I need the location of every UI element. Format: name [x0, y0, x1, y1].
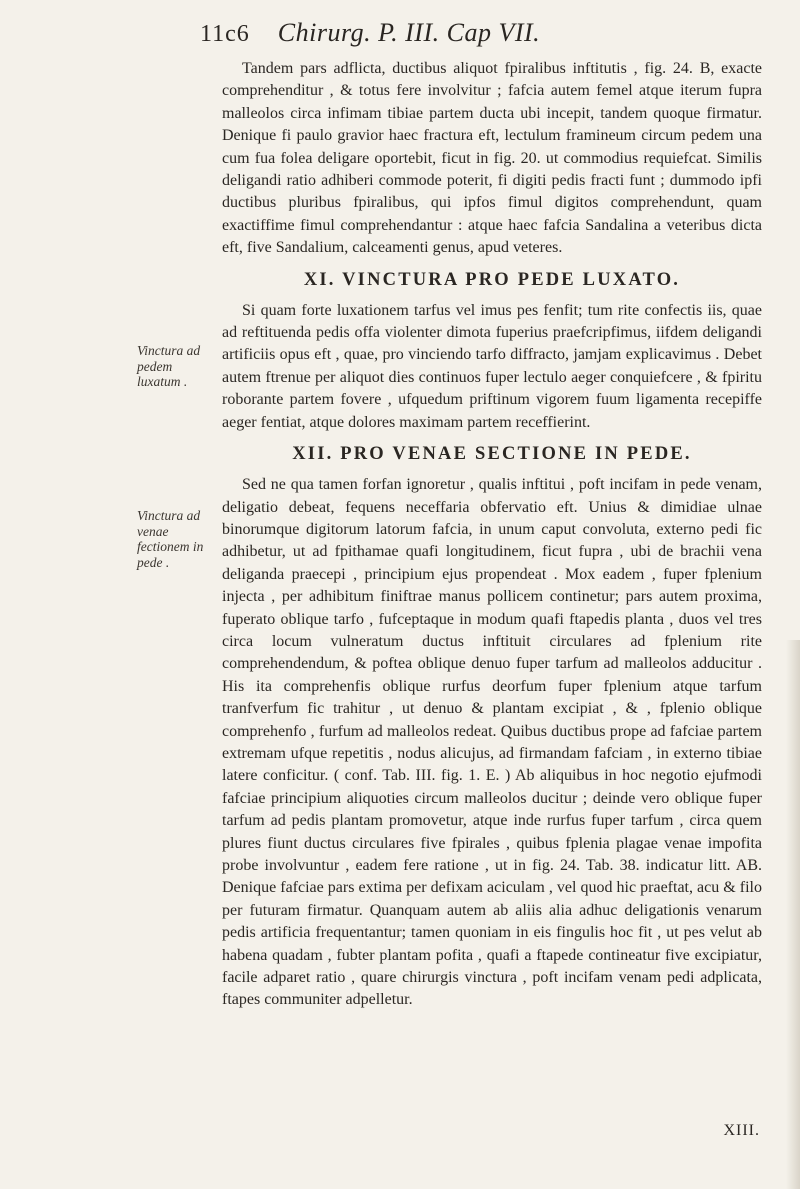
text-column — [222, 58, 762, 1012]
page-header — [200, 18, 740, 54]
section-title-xi: XI. VINCTURA PRO PEDE LUXATO. — [303, 269, 681, 290]
margin-note-xii: Vinctura ad venae fectionem in pede . — [137, 508, 204, 570]
catchword: XIII. — [723, 1122, 760, 1139]
margin-note-xi: Vinctura ad pedem luxatum . — [137, 343, 201, 389]
paragraph-opening: Tandem pars adflicta, ductibus aliquot fpiralibus inftitutis , fig. 24. B, exacte comprehenditur , & totus fere involvitur ; fafcia autem femel atque iterum fupra malleolos circa infimam tibiae partem ducta ubi incepit, tandem quoque firmatur. Denique fi paulo gravior haec fractura eft, lectulum framineum circum pedem una cum fua folea deligare oportebit, ficut in fig. 20. ut commodius requiefcat. Similis deligandi ratio adhiberi commode poterit, fi digiti pedis fracti funt ; dummodo ipfi ductibus pluribus fpiralibus, qui ipfos fimul digitos comprehendunt, quam exactiffime fimul comprehendantur : atque haec fafcia Sandalina a veteribus dicta eft, five Sandalium, calceamenti genus, apud veteres. — [222, 60, 762, 257]
section-title-xii: XII. PRO VENAE SECTIONE IN PEDE. — [292, 444, 692, 465]
running-head: Chirurg. P. III. Cap VII. — [277, 18, 541, 47]
paragraph-section-xii: Sed ne qua tamen forfan ignoretur , qualis inftitui , poft incifam in pede venam, deligatio debeat, fequens neceffaria obfervatio eft. Unius & dimidiae ulnae binorumque digitorum latorum fafcia, in unum caput convoluta, externo pedi fic adhibetur, ut ad fpithamae quafi longitudinem, ficut fupra , ubi de brachii vena deliganda praecepi , principium ejus propendeat . Mox eadem , fuper fplenium injecta , per adhibitum finiftrae manus pollicem continetur; pars autem proxima, fuperato oblique tarfo , fufceptaque in modum quafi ftapedis planta , duos vel tres circa locum vulneratum ductus inftituit circulares ad fplenium rite comprehendendum, & poftea oblique denuo fuper tarfum ad malleolos adducitur . His ita comprehenfis oblique rurfus deorfum fuper fplenium atque tarfum tranfverfum fic trahitur , ut denuo & plantam excipiat , & , fplenio oblique comprehenfo , furfum ad malleolos redeat. Quibus ductibus prope ad fafciae partem extremam ufque repetitis , nodus alicujus, ad firmandam fafciam , in externo tibiae latere conficitur. ( conf. Tab. III. fig. 1. E. ) Ab aliquibus in hoc negotio ejufmodi fafciae principium aliquoties circum malleolos ducitur ; deinde vero oblique fuper tarfum ad pedis plantam promovetur, atque inde rurfus fuper tarfum , circa quem plures fiunt ductus circulares five fpirales , quibus fplenia plagae venae impofita probe involvuntur , eadem fere ratione , ut in fig. 24. Tab. 38. indicatur litt. AB. Denique fafciae pars extima per defixam aciculam , vel quod hic praeftat, acu & filo per futuram firmatur. Quanquam autem ab aliis alia adhuc deligationis venarum pedis artificia frequentantur; tamen quoniam in eis fingulis hoc fit , ut pes velut ab habena quadam , fubter plantam pofita , quafi a ftapede contineatur five excipiatur, facile adparet ratio , quare chirurgis vinctura , poft incifam venam pedi adplicata, ftapes communiter adpelletur. — [222, 476, 762, 1009]
paragraph-section-xi: Si quam forte luxationem tarfus vel imus pes fenfit; tum rite confectis iis, quae ad reftituenda pedis offa violenter dimota fuperius praefcripfimus, iifdem deligandi artificiis opus eft , quae, pro vinciendo tarfo diffracto, jamjam explicavimus . Debet autem ftrenue per aliquot dies continuos fuper lectulo aeger conquiefcere , & fpiritu roborante partem fovere , ufquedum priftinum vigorem fuum ligamenta recepiffe aeger fentiat, atque dolores maximam partem receffierint. — [222, 301, 762, 431]
page-edge-shadow — [786, 640, 800, 1189]
page-number: 11c6 — [200, 21, 250, 47]
